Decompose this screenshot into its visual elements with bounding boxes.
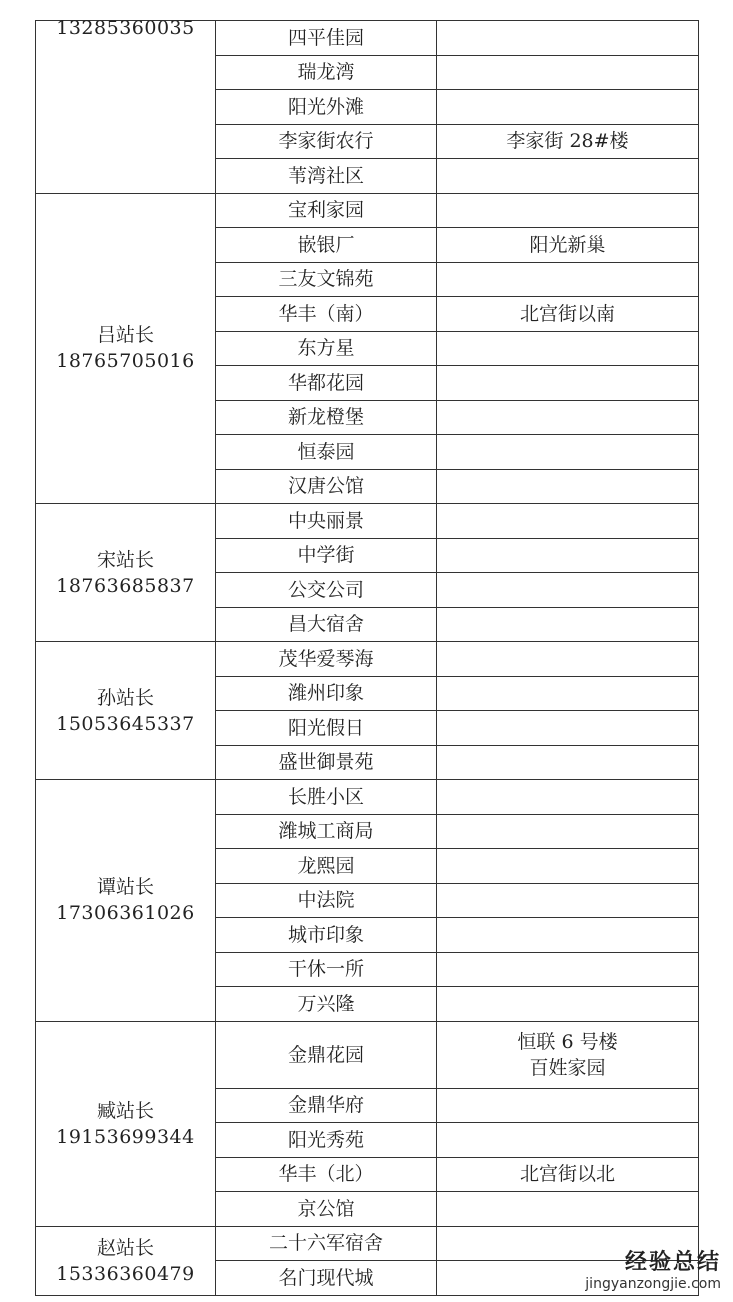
note-cell [437, 1192, 699, 1227]
note-cell [437, 1157, 699, 1192]
community-cell: 京公馆 [216, 1192, 437, 1227]
community-cell: 潍城工商局 [216, 814, 437, 849]
note-cell [437, 711, 699, 746]
community-cell: 四平佳园 [216, 21, 437, 56]
community-cell: 潍州印象 [216, 676, 437, 711]
note-cell [437, 400, 699, 435]
manager-phone: 15053645337 [56, 712, 195, 735]
manager-phone: 15336360479 [56, 1262, 195, 1285]
note-cell [437, 366, 699, 401]
manager-name: 谭站长 [96, 876, 154, 899]
note-cell [437, 952, 699, 987]
table-row [36, 504, 699, 539]
community-cell: 李家街农行 [216, 124, 437, 159]
manager-name: 吕站长 [96, 324, 154, 347]
manager-phone: 17306361026 [56, 902, 195, 925]
note-cell [437, 90, 699, 125]
community-cell: 中学街 [216, 538, 437, 573]
community-cell: 中法院 [216, 883, 437, 918]
community-cell: 龙熙园 [216, 849, 437, 884]
note-cell [437, 918, 699, 953]
note-cell [437, 814, 699, 849]
community-cell: 公交公司 [216, 573, 437, 608]
community-cell: 阳光秀苑 [216, 1123, 437, 1158]
note-cell [437, 1088, 699, 1123]
note-cell [437, 607, 699, 642]
community-cell: 嵌银厂 [216, 228, 437, 263]
community-cell: 干休一所 [216, 952, 437, 987]
community-cell: 苇湾社区 [216, 159, 437, 194]
note-line: 北宫街以北 [519, 1163, 615, 1186]
community-cell: 金鼎华府 [216, 1088, 437, 1123]
note-line: 恒联 6 号楼 [517, 1030, 618, 1053]
community-cell: 瑞龙湾 [216, 55, 437, 90]
manager-phone: 19153699344 [56, 1125, 195, 1148]
station-manager-cell [36, 193, 216, 504]
community-cell: 宝利家园 [216, 193, 437, 228]
note-cell [437, 883, 699, 918]
note-cell [437, 159, 699, 194]
table-row [36, 780, 699, 815]
note-cell [437, 469, 699, 504]
note-cell [437, 676, 699, 711]
community-cell: 三友文锦苑 [216, 262, 437, 297]
community-cell: 长胜小区 [216, 780, 437, 815]
community-cell: 中央丽景 [216, 504, 437, 539]
watermark-title: 经验总结 [624, 1250, 721, 1275]
note-cell [437, 262, 699, 297]
note-line: 阳光新巢 [529, 233, 606, 256]
community-cell: 华丰（南） [216, 297, 437, 332]
community-cell: 昌大宿舍 [216, 607, 437, 642]
station-manager-cell [36, 780, 216, 1022]
community-cell: 阳光外滩 [216, 90, 437, 125]
manager-phone: 13285360035 [56, 17, 195, 39]
note-cell [437, 745, 699, 780]
table-row [36, 21, 699, 56]
station-manager-cell [36, 1021, 216, 1226]
table-row [36, 193, 699, 228]
note-cell [437, 297, 699, 332]
note-cell [437, 21, 699, 56]
community-cell: 金鼎花园 [216, 1021, 437, 1088]
manager-name: 赵站长 [96, 1236, 154, 1259]
note-line: 北宫街以南 [519, 302, 615, 325]
manager-phone: 18763685837 [56, 574, 195, 597]
station-table [35, 17, 699, 1296]
watermark-url: jingyanzongjie.com [585, 1276, 721, 1292]
note-cell [437, 573, 699, 608]
note-cell [437, 987, 699, 1022]
community-cell: 万兴隆 [216, 987, 437, 1022]
note-cell [437, 504, 699, 539]
manager-name: 臧站长 [96, 1099, 154, 1122]
table-row [36, 1021, 699, 1088]
note-line: 百姓家园 [529, 1056, 606, 1079]
note-cell [437, 124, 699, 159]
community-cell: 阳光假日 [216, 711, 437, 746]
community-cell: 新龙橙堡 [216, 400, 437, 435]
note-cell [437, 1123, 699, 1158]
community-cell: 名门现代城 [216, 1261, 437, 1296]
manager-name: 宋站长 [96, 548, 154, 571]
station-manager-cell [36, 1226, 216, 1295]
station-manager-cell [36, 17, 216, 194]
note-cell [437, 228, 699, 263]
community-cell: 汉唐公馆 [216, 469, 437, 504]
note-cell [437, 642, 699, 677]
community-cell: 华都花园 [216, 366, 437, 401]
note-line: 李家街 28#楼 [506, 130, 629, 153]
note-cell [437, 193, 699, 228]
watermark [585, 1245, 721, 1292]
station-manager-cell [36, 504, 216, 642]
community-cell: 茂华爱琴海 [216, 642, 437, 677]
community-cell: 恒泰园 [216, 435, 437, 470]
table-row [36, 642, 699, 677]
note-cell [437, 780, 699, 815]
community-cell: 盛世御景苑 [216, 745, 437, 780]
community-cell: 二十六军宿舍 [216, 1226, 437, 1261]
note-cell [437, 849, 699, 884]
note-cell [437, 331, 699, 366]
note-cell [437, 1021, 699, 1088]
community-cell: 东方星 [216, 331, 437, 366]
station-table-body [36, 17, 699, 1296]
community-cell: 华丰（北） [216, 1157, 437, 1192]
note-cell [437, 435, 699, 470]
note-cell [437, 538, 699, 573]
community-cell: 城市印象 [216, 918, 437, 953]
manager-name: 孙站长 [96, 686, 154, 709]
station-manager-cell [36, 642, 216, 780]
manager-phone: 18765705016 [56, 350, 195, 373]
note-cell [437, 55, 699, 90]
